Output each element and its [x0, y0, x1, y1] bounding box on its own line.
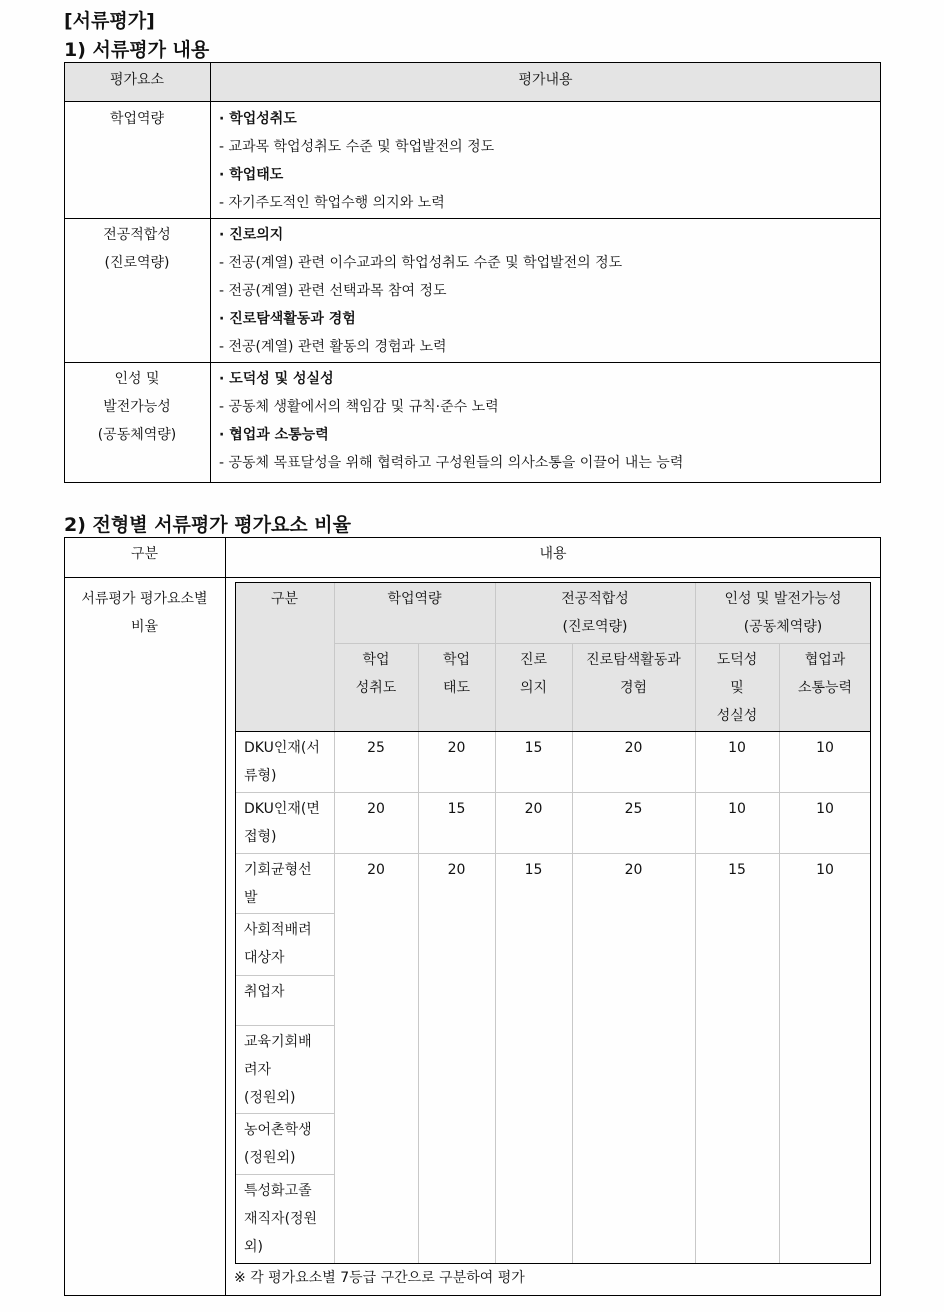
item-collaboration: · 협업과 소통능력	[219, 427, 329, 443]
header-category: 구분	[130, 546, 159, 562]
page-title: [서류평가]	[64, 10, 155, 32]
element-major-fit: 전공적합성 (진로역량)	[103, 227, 171, 271]
note-text: ※ 각 평가요소별 7등급 구간으로 구분하여 평가	[234, 1270, 525, 1286]
value-cell: 10	[728, 740, 746, 756]
desc: - 전공(계열) 관련 선택과목 참여 정도	[219, 283, 447, 299]
desc: - 공동체 목표달성을 위해 협력하고 구성원들의 의사소통을 이끌어 내는 능력	[219, 455, 684, 471]
value-cell: 15	[524, 862, 543, 878]
desc: - 전공(계열) 관련 활동의 경험과 노력	[219, 339, 447, 355]
sub-header-career-will: 진로 의지	[519, 652, 548, 696]
evaluation-content-table	[64, 62, 881, 483]
inner-header-category: 구분	[270, 591, 299, 607]
sub-header-career-exploration: 진로탐색활동과 경험	[586, 652, 681, 696]
desc: - 전공(계열) 관련 이수교과의 학업성취도 수준 및 학업발전의 정도	[219, 255, 623, 271]
item-attitude: · 학업태도	[219, 167, 284, 183]
value-cell: 10	[728, 801, 746, 817]
group-header-character: 인성 및 발전가능성 (공동체역량)	[724, 591, 842, 635]
section2-title: 2) 전형별 서류평가 평가요소 비율	[64, 514, 351, 536]
value-cell: 15	[524, 740, 543, 756]
section1-title: 1) 서류평가 내용	[64, 39, 210, 61]
value-cell: 10	[816, 740, 834, 756]
row-label-education-opportunity: 교육기회배 려자 (정원외)	[244, 1034, 312, 1106]
header-evaluation-content: 평가내용	[518, 72, 573, 88]
sub-header-achievement: 학업 성취도	[355, 652, 397, 696]
row-label-dku-document: DKU인재(서 류형)	[244, 740, 320, 784]
value-cell: 25	[624, 801, 643, 817]
value-cell: 20	[367, 801, 385, 817]
value-cell: 15	[447, 801, 466, 817]
group-header-academic: 학업역량	[387, 591, 442, 607]
desc: - 교과목 학업성취도 수준 및 학업발전의 정도	[219, 139, 495, 155]
row-label-rural-students: 농어촌학생 (정원외)	[244, 1122, 312, 1166]
sub-header-morality: 도덕성 및 성실성	[716, 652, 758, 724]
value-cell: 25	[367, 740, 385, 756]
item-achievement: · 학업성취도	[219, 111, 297, 127]
value-cell: 20	[367, 862, 385, 878]
row-label-vocational-employed: 특성화고졸 재직자(정원 외)	[244, 1183, 318, 1255]
sub-header-attitude: 학업 태도	[442, 652, 471, 696]
row-label-dku-interview: DKU인재(면 접형)	[244, 801, 320, 845]
row-label-social-consideration: 사회적배려 대상자	[244, 922, 312, 966]
value-cell: 20	[524, 801, 543, 817]
value-cell: 10	[816, 801, 834, 817]
desc: - 공동체 생활에서의 책임감 및 규칙·준수 노력	[219, 399, 499, 415]
row-label-employed: 취업자	[244, 984, 285, 1000]
element-academic: 학업역량	[109, 111, 165, 127]
item-morality: · 도덕성 및 성실성	[219, 371, 334, 387]
value-cell: 20	[624, 740, 643, 756]
header-evaluation-element: 평가요소	[109, 72, 165, 88]
value-cell: 20	[624, 862, 643, 878]
content-character	[219, 365, 869, 477]
value-cell: 10	[816, 862, 834, 878]
group-header-major-fit: 전공적합성 (진로역량)	[561, 591, 629, 635]
value-cell: 20	[447, 862, 466, 878]
header-content: 내용	[539, 546, 567, 562]
item-career-exploration: · 진로탐색활동과 경험	[219, 311, 356, 327]
element-character: 인성 및 발전가능성 (공동체역량)	[97, 371, 177, 443]
sub-header-collaboration: 협업과 소통능력	[797, 652, 853, 696]
content-major-fit	[219, 221, 869, 361]
inner-ratio-table	[235, 582, 871, 1264]
value-cell: 15	[728, 862, 746, 878]
content-academic	[219, 105, 869, 217]
row-label-opportunity-balance: 기회균형선 발	[244, 862, 312, 906]
desc: - 자기주도적인 학업수행 의지와 노력	[219, 195, 445, 211]
row-label-ratio: 서류평가 평가요소별 비율	[81, 591, 208, 635]
value-cell: 20	[447, 740, 466, 756]
item-career-will: · 진로의지	[219, 227, 284, 243]
